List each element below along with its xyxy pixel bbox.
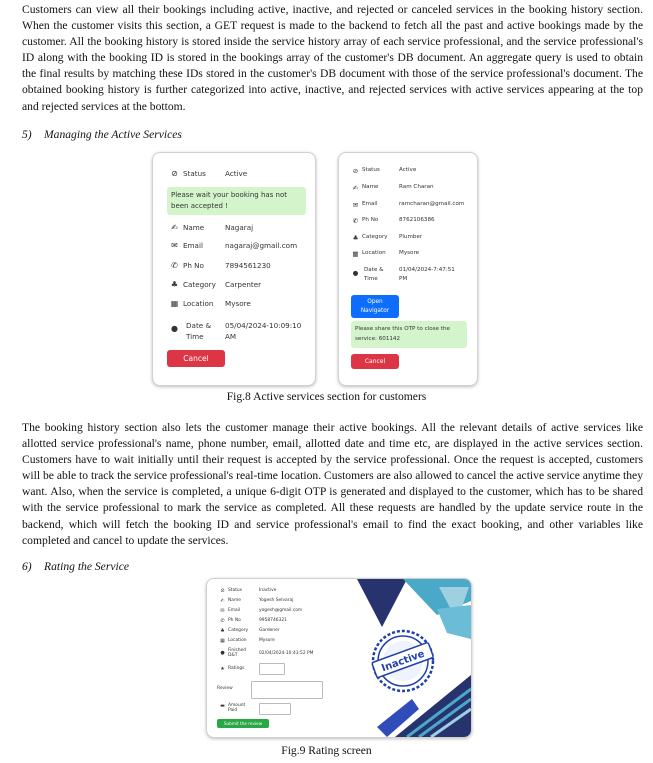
status-row xyxy=(351,167,380,175)
location-label: Location xyxy=(362,250,386,256)
datetime-value-line2: PM xyxy=(399,276,408,282)
datetime-label xyxy=(364,266,384,284)
review-label: Review xyxy=(217,686,233,691)
email-row xyxy=(351,201,378,209)
name-label: Name xyxy=(362,184,379,190)
datetime-label xyxy=(186,320,211,342)
shapes-icon: ♣ xyxy=(170,280,179,289)
category-row xyxy=(169,280,216,289)
otp-notice-line2: service: 601142 xyxy=(355,336,401,342)
pending-notice: Please wait your booking has not been accepted ! xyxy=(167,187,306,215)
amount-label xyxy=(228,703,245,713)
email-value: ramcharan@gmail.com xyxy=(399,201,465,207)
category-value: Carpenter xyxy=(225,280,262,289)
otp-notice xyxy=(351,321,467,348)
location-row xyxy=(169,299,213,308)
finished-row xyxy=(219,648,246,658)
status-label: Status xyxy=(183,169,206,178)
finished-label xyxy=(228,648,246,658)
body-paragraph-booking-history: Customers can view all their bookings including active, inactive, and rejected or canceled services in the booking history section. When the customer visits this section, a GET request is made to the backend to fetch all the past and active bookings made by the customer. All the booking history is stored inside the service history array of each service professional, and the service professional's ID along with the booking ID is stored in the bookings array of the customer's DB document. An aggregate query is used to obtain the final results by matching these IDs stored in the customer's DB document with those of the service professional's document. The obtained booking history is further categorized into active, inactive, and rejected services with active services appearing at the top and rejected services at the bottom. xyxy=(22,3,643,113)
figure-caption-fig8: Fig.8 Active services section for customers xyxy=(226,390,427,403)
otp-notice-line1: Please share this OTP to close the xyxy=(355,326,450,332)
ratings-input[interactable] xyxy=(259,663,285,675)
finished-label-line2: D&T xyxy=(228,653,238,658)
location-value: Mysore xyxy=(225,299,251,308)
status-value: Inactive xyxy=(259,588,277,593)
phone-value: 7894561230 xyxy=(225,261,271,270)
status-value: Active xyxy=(225,169,248,178)
navigator-label-line2: Navigator xyxy=(360,308,390,314)
location-value: Mysore xyxy=(399,250,420,256)
name-row xyxy=(169,223,204,232)
datetime-value xyxy=(399,266,455,284)
name-value: Nagaraj xyxy=(225,223,254,232)
pen-icon: ✍ xyxy=(220,598,225,604)
category-label: Category xyxy=(228,628,249,633)
section-heading-rating-service xyxy=(22,560,129,573)
open-navigator-button[interactable] xyxy=(351,295,399,318)
envelope-icon: ✉ xyxy=(220,608,225,614)
review-textarea[interactable] xyxy=(251,681,323,699)
rating-card xyxy=(206,578,472,738)
datetime-value xyxy=(225,320,301,342)
submit-review-button[interactable]: Submit the review xyxy=(217,719,269,728)
section-title: Managing the Active Services xyxy=(44,128,182,141)
shapes-icon: ♣ xyxy=(220,628,225,634)
decor-triangle-1 xyxy=(357,579,407,627)
review-row xyxy=(217,686,233,691)
category-value: Gardener xyxy=(259,628,280,633)
datetime-value-line1: 01/04/2024-7:47:51 xyxy=(399,267,455,273)
name-value: Ram Charan xyxy=(399,184,434,190)
decor-triangle-4 xyxy=(437,605,471,639)
clock-icon: ● xyxy=(220,650,225,656)
phone-row xyxy=(351,217,378,225)
cash-icon: ▬ xyxy=(220,703,225,709)
stamp-text: Inactive xyxy=(380,648,427,675)
map-icon: ▦ xyxy=(352,250,359,258)
category-row xyxy=(219,628,248,634)
body-paragraph-active-services: The booking history section also lets the customer manage their active bookings. All the relevant details of active services like allotted service professional's name, phone number, email, allotted date and time etc, are displayed in the active services section. Customers have to wait initially until their request is accepted by the service professional. Once the request is accepted, customers will be able to track the service professional's real-time location. Customers are also allowed to cancel the active service anytime they want. Also, when the service is completed, a unique 6-digit OTP is generated and displayed to the customer, which has to be shared with the service professional to mark the service as completed. All these requests are handled by the update service route in the backend, which will fetch the booking ID and service professional's email to find the exact booking, and other variables like completed and cancel to update the services. xyxy=(22,421,643,547)
email-row xyxy=(219,608,240,614)
star-icon: ★ xyxy=(220,666,225,672)
datetime-row xyxy=(351,266,384,284)
shapes-icon: ♣ xyxy=(352,234,359,242)
navigator-label-line1: Open xyxy=(367,299,383,305)
phone-icon: ✆ xyxy=(171,261,178,270)
name-row xyxy=(351,184,379,192)
email-value: yogesh@gmail.com xyxy=(259,608,303,613)
phone-row xyxy=(169,261,204,270)
location-label: Location xyxy=(228,638,247,643)
finished-value: 02/04/2024-10:43:52 PM xyxy=(259,651,314,656)
amount-row xyxy=(219,703,245,713)
email-label: Email xyxy=(362,201,378,207)
active-booking-card-2 xyxy=(338,152,478,386)
finished-label-line1: Finished xyxy=(228,648,246,653)
datetime-value-line2: AM xyxy=(225,332,237,341)
email-label: Email xyxy=(183,241,203,250)
clock-icon: ● xyxy=(352,269,359,277)
phone-value: 9958746321 xyxy=(259,618,287,623)
section-title: Rating the Service xyxy=(44,560,129,573)
phone-label: Ph No xyxy=(362,217,379,223)
section-heading-managing-active-services xyxy=(22,128,182,141)
status-row xyxy=(169,169,206,178)
datetime-row xyxy=(169,320,211,342)
phone-label: Ph No xyxy=(228,618,241,623)
section-number: 5) xyxy=(22,128,32,141)
location-label: Location xyxy=(183,299,214,308)
phone-icon: ✆ xyxy=(352,217,359,225)
datetime-value-line1: 05/04/2024-10:09:10 xyxy=(225,321,302,330)
category-value: Plumber xyxy=(399,234,423,240)
phone-label: Ph No xyxy=(183,261,204,270)
pen-icon: ✍ xyxy=(171,223,178,232)
name-value: Yogesh Selvaraj xyxy=(259,598,294,603)
active-booking-card-1 xyxy=(152,152,316,386)
phone-icon: ✆ xyxy=(220,618,225,624)
amount-label-line2: Paid xyxy=(228,708,238,713)
map-icon: ▦ xyxy=(170,299,179,308)
phone-value: 8762106386 xyxy=(399,217,435,223)
datetime-label-line2: Time xyxy=(364,276,378,282)
section-number: 6) xyxy=(22,560,32,573)
location-row xyxy=(351,250,386,258)
cancel-button[interactable]: Cancel xyxy=(351,354,399,369)
status-row xyxy=(219,588,242,594)
decorative-background xyxy=(207,579,471,737)
status-value: Active xyxy=(399,167,417,173)
ratings-row xyxy=(219,666,244,672)
ratings-label: Ratings xyxy=(228,666,245,671)
amount-label-line1: Amount xyxy=(228,703,246,708)
phone-row xyxy=(219,618,241,624)
email-value: nagaraj@gmail.com xyxy=(225,241,298,250)
email-label: Email xyxy=(228,608,241,613)
envelope-icon: ✉ xyxy=(352,201,359,209)
email-row xyxy=(169,241,203,250)
cancel-button[interactable]: Cancel xyxy=(167,350,225,367)
inactive-stamp xyxy=(372,631,434,691)
check-circle-icon: ⊘ xyxy=(220,588,225,594)
location-value: Mysore xyxy=(259,638,275,643)
name-label: Name xyxy=(183,223,205,232)
datetime-label-line1: Date & xyxy=(364,267,384,273)
amount-input[interactable] xyxy=(259,703,291,715)
location-row xyxy=(219,638,247,644)
status-label: Status xyxy=(228,588,242,593)
check-circle-icon: ⊘ xyxy=(171,169,178,178)
datetime-label-line1: Date & xyxy=(186,321,212,330)
status-label: Status xyxy=(362,167,380,173)
clock-icon: ● xyxy=(171,324,178,333)
figure-caption-fig9: Fig.9 Rating screen xyxy=(281,744,372,757)
datetime-label-line2: Time xyxy=(186,332,204,341)
name-label: Name xyxy=(228,598,241,603)
check-circle-icon: ⊘ xyxy=(352,167,359,175)
category-row xyxy=(351,234,388,242)
map-icon: ▦ xyxy=(220,638,225,644)
envelope-icon: ✉ xyxy=(171,241,178,250)
name-row xyxy=(219,598,241,604)
pen-icon: ✍ xyxy=(352,184,359,192)
category-label: Category xyxy=(362,234,388,240)
category-label: Category xyxy=(183,280,216,289)
